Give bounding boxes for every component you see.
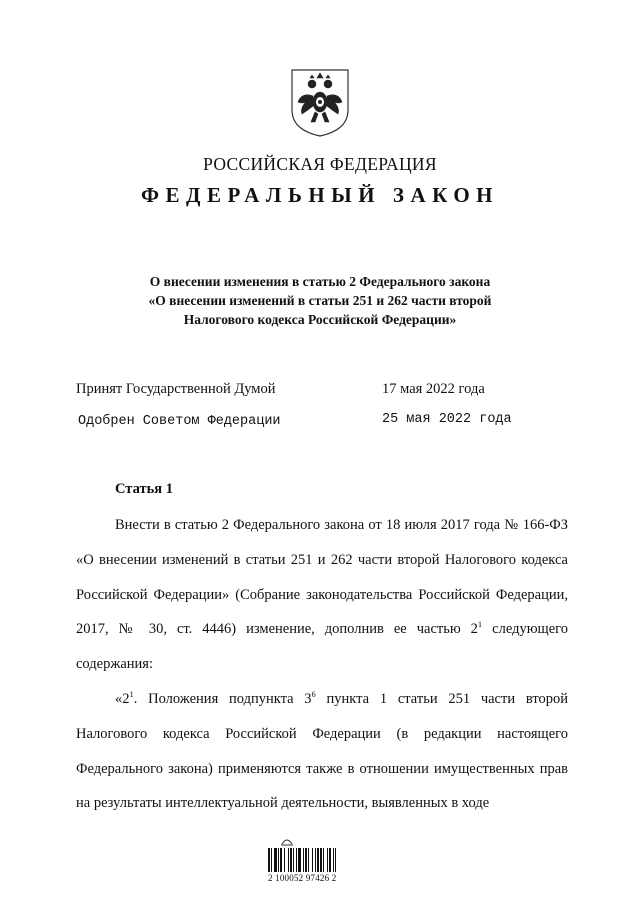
superscript: 1: [129, 689, 134, 700]
paragraph-text: . Положения подпункта 3: [133, 691, 312, 707]
barcode-bar: [305, 848, 307, 872]
barcode-bar: [335, 848, 336, 872]
barcode-bar: [274, 848, 277, 872]
paragraph-text: Внести в статью 2 Федерального закона от 18 июля 2017 года № 166-ФЗ «О внесении изменений в статьи 251 и 262 части второй Налогового кодекса Российской Федерации» (Собрание законодательства Российской Федерации, 2017, № 30, ст. 4446) изменение, дополнив ее частью 2: [76, 517, 568, 638]
approved-date: 25 мая 2022 года: [382, 412, 512, 427]
paragraph-text: «2: [115, 691, 130, 707]
barcode-bar: [268, 848, 270, 872]
barcode-bar: [312, 848, 313, 872]
approved-label: Одобрен Советом Федерации: [78, 414, 281, 429]
barcode-bar: [303, 848, 304, 872]
article-paragraph-1: [76, 508, 568, 682]
article-heading: Статья 1: [115, 481, 173, 497]
barcode-bar: [290, 848, 292, 872]
superscript: 1: [477, 619, 483, 630]
superscript: 6: [311, 689, 316, 700]
paragraph-text: следующего содержания:: [76, 621, 568, 673]
law-title-line: О внесении изменения в статью 2 Федерального закона: [149, 274, 491, 289]
barcode-bar: [317, 848, 319, 872]
barcode-bar: [293, 848, 294, 872]
barcode-icon: [268, 848, 368, 872]
barcode-bar: [315, 848, 316, 872]
coat-of-arms-emblem: [288, 66, 352, 138]
barcode-bar: [329, 848, 331, 872]
barcode-bar: [333, 848, 334, 872]
barcode-bar: [308, 848, 309, 872]
barcode-number: 2 100052 97426 2: [268, 873, 337, 883]
law-title-line: Налогового кодекса Российской Федерации»: [183, 312, 457, 327]
document-type-heading: ФЕДЕРАЛЬНЫЙ ЗАКОН: [141, 183, 499, 207]
law-title: [0, 272, 640, 329]
barcode-bar: [280, 848, 282, 872]
adopted-date: 17 мая 2022 года: [382, 381, 485, 397]
barcode-bar: [320, 848, 322, 872]
law-title-line: «О внесении изменений в статьи 251 и 262 части второй: [148, 293, 492, 308]
country-name: РОССИЙСКАЯ ФЕДЕРАЦИЯ: [203, 154, 437, 174]
barcode-bar: [271, 848, 272, 872]
adopted-label: Принят Государственной Думой: [76, 381, 276, 397]
barcode-bar: [278, 848, 279, 872]
barcode-bar: [288, 848, 289, 872]
barcode-bar: [323, 848, 324, 872]
barcode-bar: [284, 848, 285, 872]
barcode-bar: [298, 848, 301, 872]
small-emblem-mark-icon: [280, 834, 294, 846]
barcode-bar: [296, 848, 297, 872]
article-paragraph-2: [76, 682, 568, 821]
paragraph-text: пункта 1 статьи 251 части второй Налогового кодекса Российской Федерации (в редакции настоящего Федерального закона) применяются также в отношении имущественных прав на результаты интеллектуальной деятельности, выявленных в ходе: [76, 691, 568, 812]
barcode-bar: [327, 848, 328, 872]
